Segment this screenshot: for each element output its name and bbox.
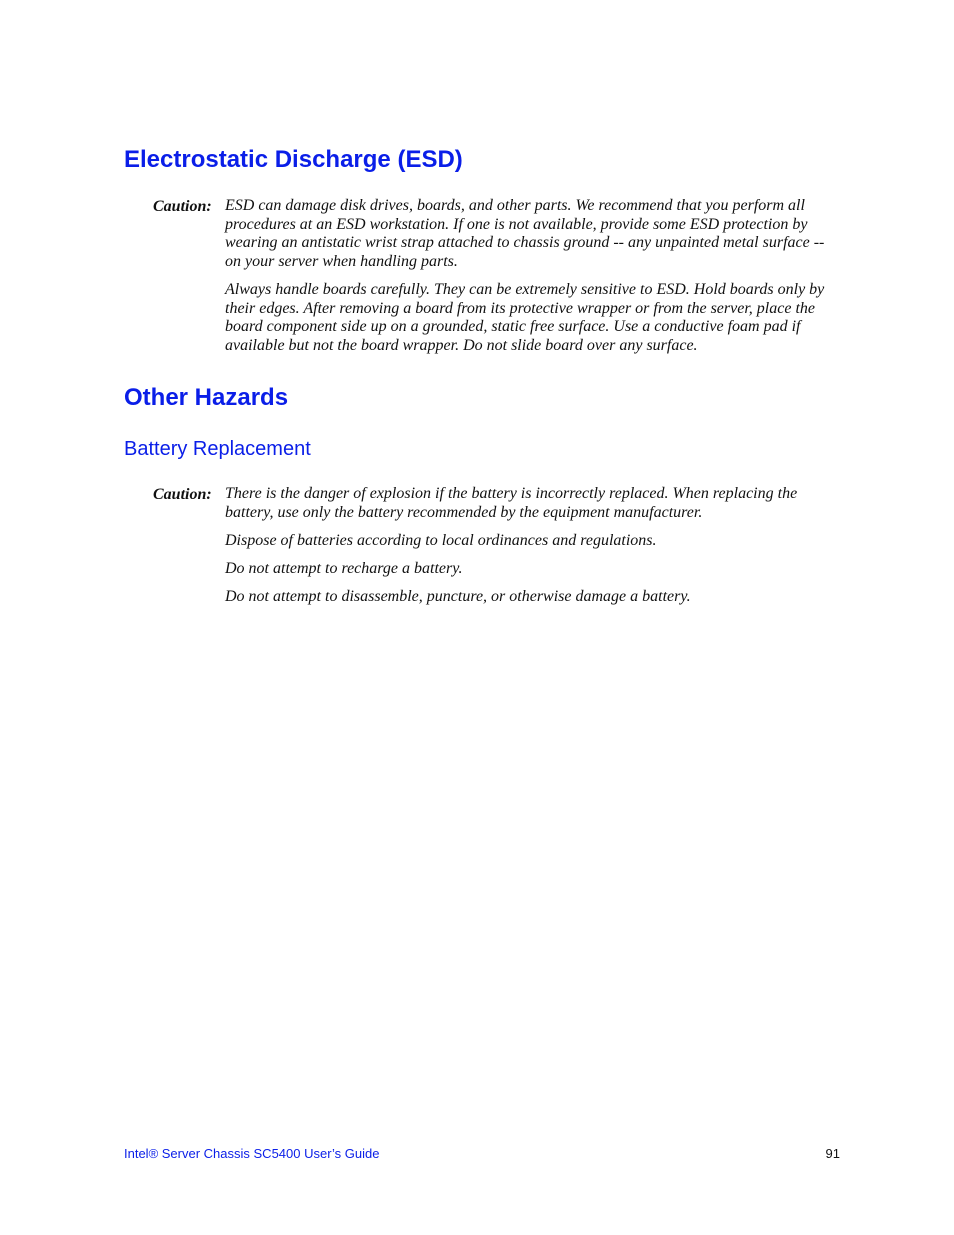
battery-caution-paragraph-2: Dispose of batteries according to local ordinances and regulations. <box>225 532 657 549</box>
esd-caution-label: Caution: <box>153 198 212 215</box>
esd-heading: Electrostatic Discharge (ESD) <box>124 146 463 173</box>
footer-document-title: Intel® Server Chassis SC5400 User’s Guide <box>124 1146 380 1161</box>
battery-caution-label: Caution: <box>153 486 212 503</box>
battery-replacement-subheading: Battery Replacement <box>124 438 311 460</box>
battery-caution-paragraph-4: Do not attempt to disassemble, puncture, or otherwise damage a battery. <box>225 588 691 605</box>
esd-caution-paragraph-2: Always handle boards carefully. They can be extremely sensitive to ESD. Hold boards only by their edges. After removing a board from its protective wrapper or from the server, place the board component side up on a grounded, static free surface. Use a conductive foam pad if available but not the board wrapper. Do not slide board over any surface. <box>225 281 825 355</box>
battery-caution-paragraph-1: There is the danger of explosion if the battery is incorrectly replaced. When replacing the battery, use only the battery recommended by the equipment manufacturer. <box>225 485 798 521</box>
esd-caution-paragraph-1: ESD can damage disk drives, boards, and other parts. We recommend that you perform all procedures at an ESD workstation. If one is not available, provide some ESD protection by wearing an antistatic wrist strap attached to chassis ground -- any unpainted metal surface -- on your server when handling parts. <box>225 197 825 271</box>
battery-caution-paragraph-3: Do not attempt to recharge a battery. <box>225 560 463 577</box>
footer-page-number: 91 <box>825 1146 840 1161</box>
other-hazards-heading: Other Hazards <box>124 384 289 411</box>
